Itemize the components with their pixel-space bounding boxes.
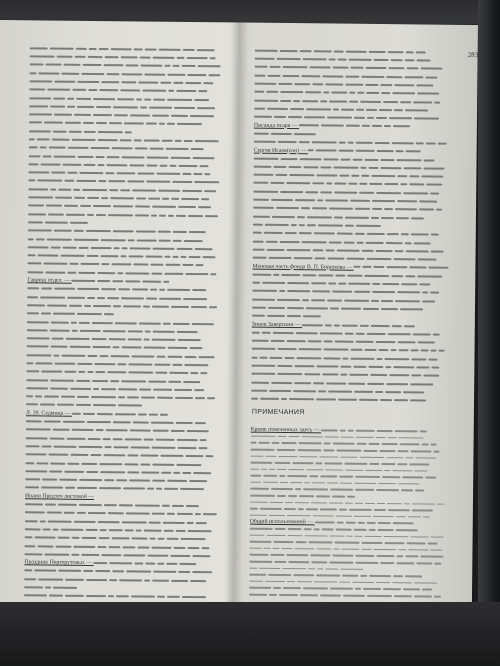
section-lead: Зинов Завертини —: [251, 321, 303, 328]
left-text-column: [24, 44, 226, 611]
text-line: [249, 591, 447, 600]
section-lead: Кроме отмеченных здесь —: [250, 426, 322, 434]
notes-heading: ПРИМЕЧАНИЯ: [251, 408, 305, 417]
section-lead: Меновая часть фонда В. П. Бирюкова —: [252, 263, 354, 271]
section-lead: Сергея Исаев(сон) —: [253, 147, 308, 154]
section-lead: Праздник Пертерутовых —: [24, 559, 94, 567]
dark-backdrop-right: [478, 0, 500, 666]
book-gutter: [226, 22, 248, 610]
page-number: 283: [467, 50, 479, 60]
footnotes-block: [249, 427, 449, 607]
section-lead: Общий использований —: [249, 518, 315, 526]
right-text-column: [251, 47, 453, 411]
section-lead: Писанда псаря —: [253, 122, 300, 129]
text-line: [251, 395, 449, 405]
dark-backdrop-bottom: [0, 602, 500, 666]
section-lead: Иоанн Предтеч листовой —: [24, 493, 95, 501]
section-lead: Л. 39. Седмица —: [25, 410, 72, 417]
section-lead: Гавриш отдел. —: [27, 277, 72, 285]
book-page: [0, 20, 478, 613]
